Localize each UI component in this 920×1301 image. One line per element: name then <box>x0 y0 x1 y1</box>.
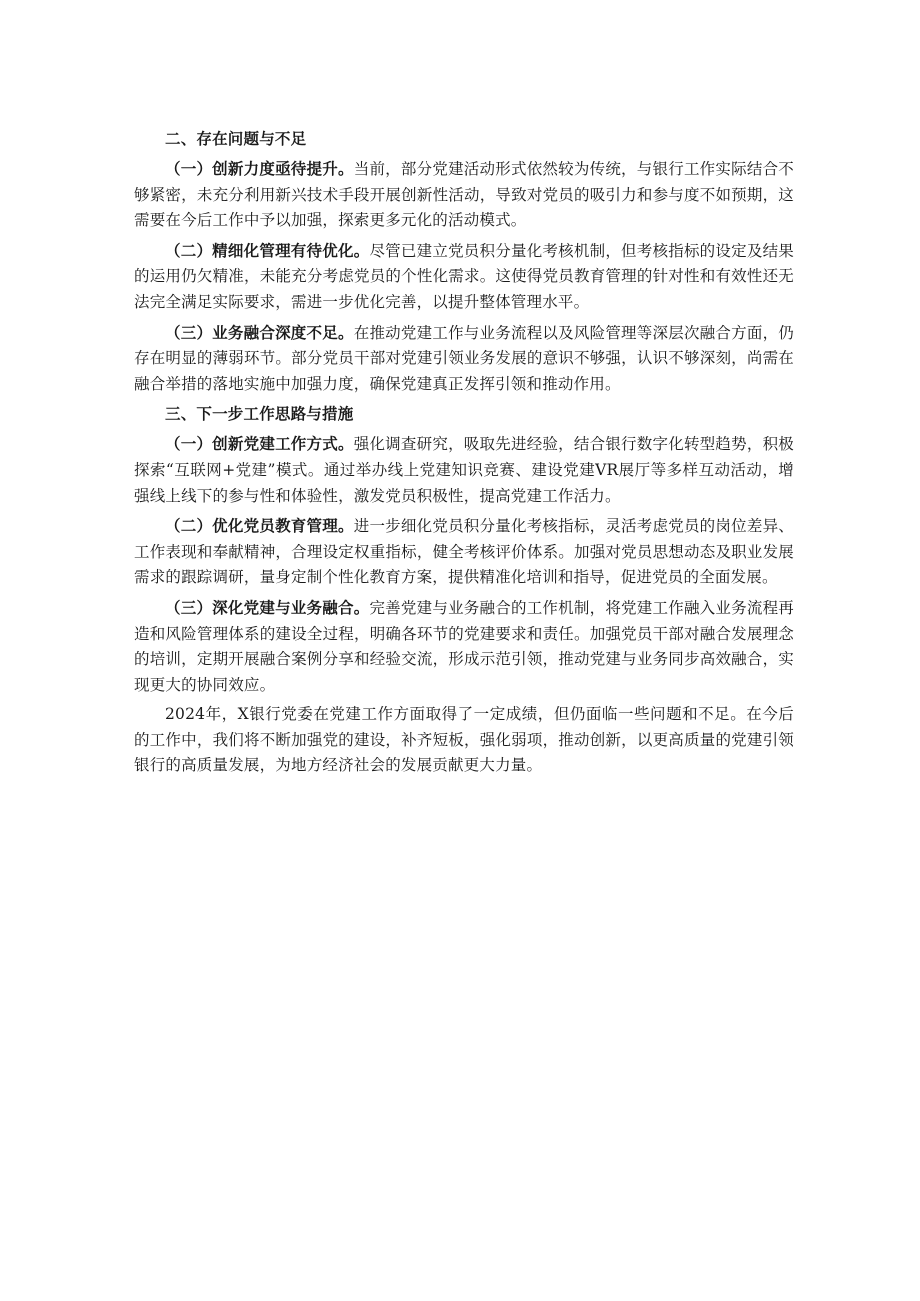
paragraph-integration-measure <box>134 595 794 698</box>
section-heading-problems: 二、存在问题与不足 <box>165 129 307 148</box>
document-body <box>134 126 794 783</box>
paragraph-lead: （三）深化党建与业务融合。 <box>165 597 370 617</box>
closing-paragraph: 2024年，X银行党委在党建工作方面取得了一定成绩，但仍面临一些问题和不足。在今后的工作中，我们将不断加强党的建设，补齐短板，强化弱项，推动创新，以更高质量的党建引领银行的高质量发展，为地方经济社会的发展贡献更大力量。 <box>134 705 794 775</box>
paragraph-body: 进一步细化党员积分量化考核指标，灵活考虑党员的岗位差异、工作表现和奉献精神，合理设定权重指标，健全考核评价体系。加强对党员思想动态及职业发展需求的跟踪调研，量身定制个性化教育方案，提供精准化培训和指导，促进党员的全面发展。 <box>134 517 795 587</box>
section-heading-next-steps: 三、下一步工作思路与措施 <box>165 404 354 424</box>
paragraph-lead: （一）创新党建工作方式。 <box>165 434 354 454</box>
paragraph-body: 在推动党建工作与业务流程以及风险管理等深层次融合方面，仍存在明显的薄弱环节。部分党员干部对党建引领业务发展的意识不够强，认识不够深刻，尚需在融合举措的落地实施中加强力度，确保党建真正发挥引领和推动作用。 <box>134 323 795 393</box>
paragraph-lead: （三）业务融合深度不足。 <box>165 322 354 342</box>
paragraph-body: 尽管已建立党员积分量化考核机制，但考核指标的设定及结果的运用仍欠精准，未能充分考虑党员的个性化需求。这使得党员教育管理的针对性和有效性还无法完全满足实际要求，需进一步优化完善，以提升整体管理水平。 <box>134 241 794 311</box>
paragraph-body: 当前，部分党建活动形式依然较为传统，与银行工作实际结合不够紧密，未充分利用新兴技术手段开展创新性活动，导致对党员的吸引力和参与度不如预期，这需要在今后工作中予以加强，探索更多元化的活动模式。 <box>134 160 795 230</box>
paragraph-lead: （二）优化党员教育管理。 <box>165 516 354 536</box>
paragraph-management-problem <box>134 238 794 316</box>
paragraph-lead: （一）创新力度亟待提升。 <box>165 159 354 178</box>
paragraph-body: 完善党建与业务融合的工作机制，将党建工作融入业务流程再造和风险管理体系的建设全过程，明确各环节的党建要求和责任。加强党员干部对融合发展理念的培训，定期开展融合案例分享和经验交流，形成示范引领，推动党建与业务同步高效融合，实现更大的协同效应。 <box>134 598 794 694</box>
paragraph-education-measure <box>134 513 794 591</box>
paragraph-innovation-measure <box>134 431 794 509</box>
paragraph-innovation-problem <box>134 156 794 234</box>
paragraph-body: 强化调查研究，吸取先进经验，结合银行数字化转型趋势，积极探索“互联网+党建”模式。通过举办线上党建知识竞赛、建设党建VR展厅等多样互动活动，增强线上线下的参与性和体验性，激发党员积极性，提高党建工作活力。 <box>134 435 795 505</box>
paragraph-lead: （二）精细化管理有待优化。 <box>165 240 370 260</box>
paragraph-integration-problem <box>134 320 794 398</box>
